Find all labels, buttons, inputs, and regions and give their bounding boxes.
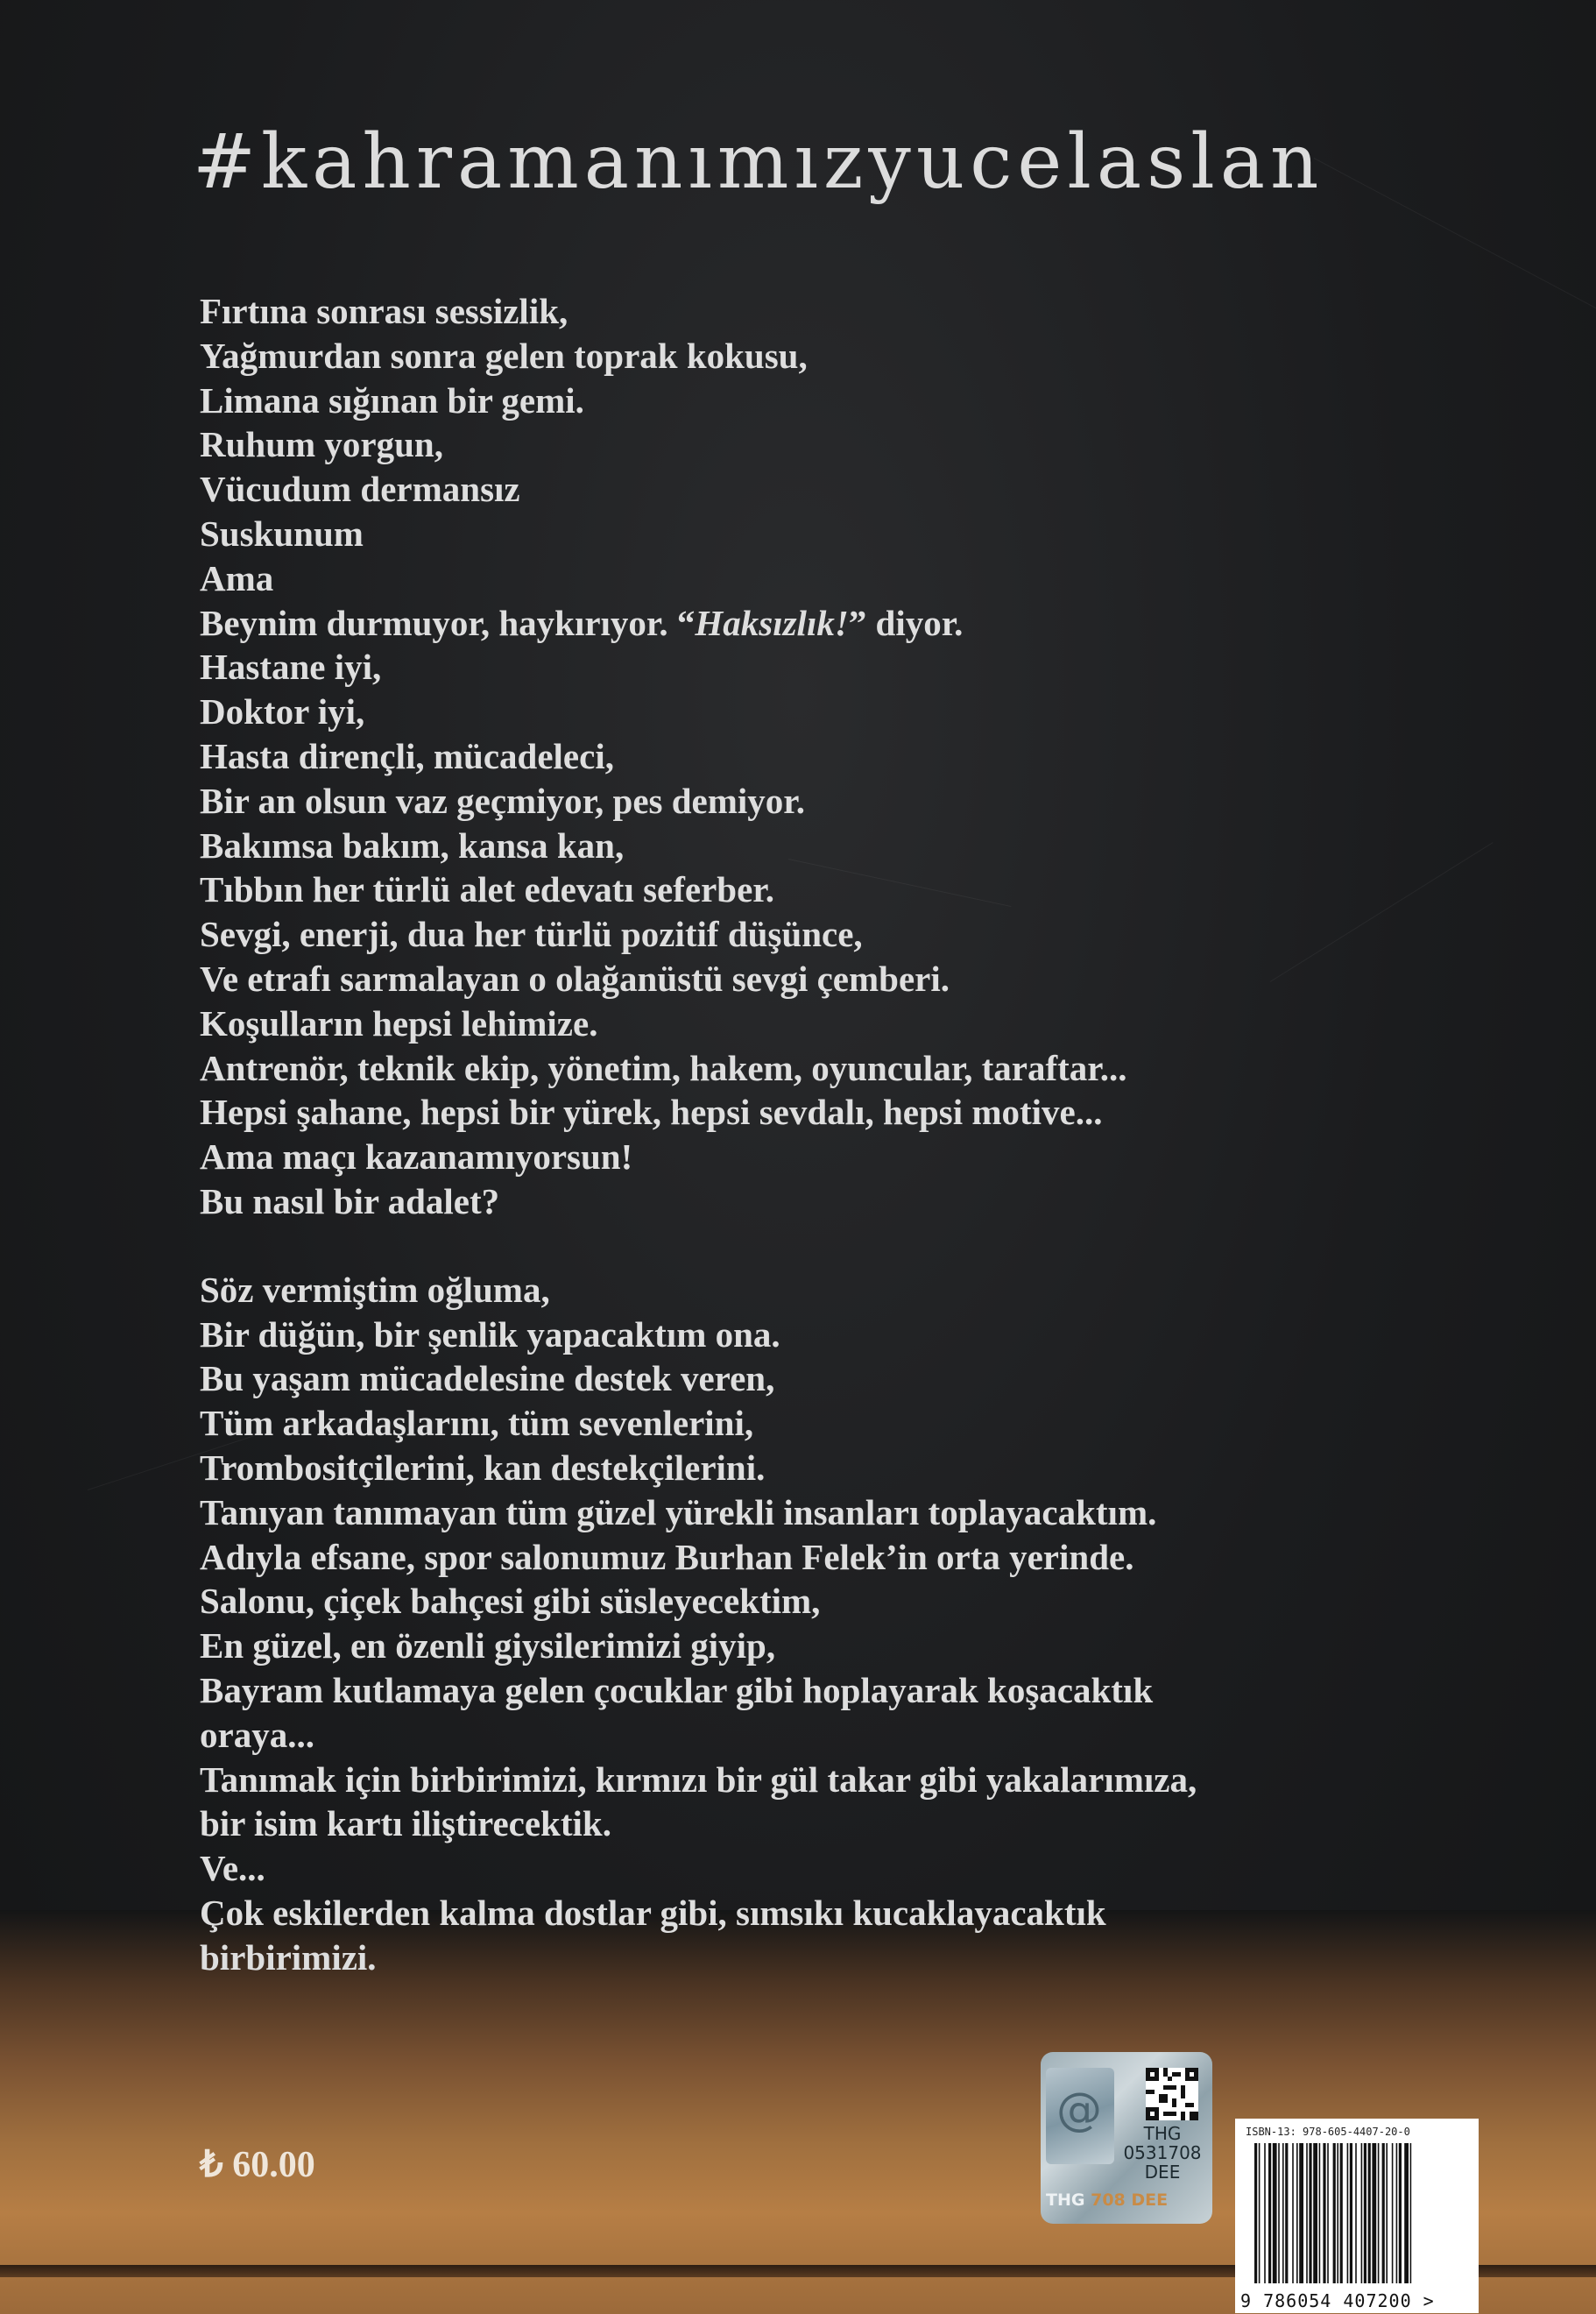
poem-line: birbirimizi. [200,1936,377,1978]
barcode-bar [1372,2143,1376,2283]
poem-line: Suskunum [200,513,364,554]
barcode-bar [1350,2143,1352,2283]
qr-code-icon [1146,2068,1198,2120]
poem-line: Bakımsa bakım, kansa kan, [200,824,625,866]
poem-line: Antrenör, teknik ekip, yönetim, hakem, oyuncular, taraftar... [200,1047,1127,1088]
barcode-bar [1337,2143,1338,2283]
italic-word: Haksızlık! [695,602,849,643]
barcode-bar [1259,2143,1261,2283]
barcode-bar [1306,2143,1308,2283]
barcode-bar [1299,2143,1303,2283]
barcode-bar [1364,2143,1366,2283]
poem-line: Yağmurdan sonra gelen toprak kokusu, [200,335,808,376]
price-label: ₺ 60.00 [200,2145,315,2185]
poem-line: Salonu, çiçek bahçesi gibi süsleyecektim, [200,1581,821,1622]
poem-line: Tanımak için birbirimizi, kırmızı bir gül takar gibi yakalarımıza, [200,1758,1197,1800]
poem-line: En güzel, en özenli giysilerimizi giyip, [200,1625,776,1667]
poem-line: Adıyla efsane, spor salonumuz Burhan Felek’in orta yerinde. [200,1536,1134,1577]
poem-line-part: Beynim durmuyor, haykırıyor. “ [200,602,696,643]
barcode-bar [1285,2143,1288,2283]
sticker-code-line: THG [1143,2123,1182,2144]
barcode-bar [1313,2143,1317,2283]
poem-line: Vücudum dermansız [200,469,520,510]
barcode-bar [1355,2143,1357,2283]
barcode-bar [1327,2143,1329,2283]
poem-line: Bu nasıl bir adalet? [200,1180,500,1221]
barcode-bar [1319,2143,1321,2283]
poem-line-part: ” diyor. [848,602,964,643]
barcode-bar [1309,2143,1311,2283]
barcode-bars [1242,2143,1472,2289]
barcode-bar [1392,2143,1394,2283]
poem-line: Tüm arkadaşlarını, tüm sevenlerini, [200,1403,754,1444]
sticker-bottom-prefix: THG [1046,2190,1085,2210]
barcode-bar [1410,2143,1412,2283]
barcode-bar [1382,2143,1385,2283]
poem-line: Hastane iyi, [200,647,382,688]
barcode-bar [1296,2143,1298,2283]
poem-line: Ama maçı kazanamıyorsun! [200,1136,633,1178]
hologram-sticker [1041,2052,1212,2224]
at-sign-icon: @ [1056,2084,1102,2136]
barcode-bar [1368,2143,1371,2283]
poem-line: oraya... [200,1714,314,1755]
barcode-bar [1278,2143,1280,2283]
poem-line-with-italic [200,601,1461,646]
poem-line: Bir düğün, bir şenlik yapacaktım ona. [200,1313,780,1355]
stanza-1 [200,289,1461,1224]
poem-line: Fırtına sonrası sessizlik, [200,291,568,331]
sticker-bottom-suffix: 708 DEE [1091,2190,1169,2210]
barcode-bar [1292,2143,1294,2283]
barcode-bar [1254,2143,1257,2283]
sticker-code-line: DEE [1144,2162,1181,2183]
poem-line: Doktor iyi, [200,691,365,732]
barcode-bar [1333,2143,1336,2283]
poem-line: Ruhum yorgun, [200,424,443,465]
barcode-bar [1399,2143,1402,2283]
sticker-code-line: 0531708 [1123,2142,1202,2163]
barcode-bar [1323,2143,1325,2283]
poem-line: Bu yaşam mücadelesine destek veren, [200,1358,775,1399]
barcode-bar [1282,2143,1284,2283]
barcode-bar [1273,2143,1277,2283]
poem-line: Koşulların hepsi lehimize. [200,1002,598,1044]
poem-line: Ama [200,557,274,598]
poem-line: Ve... [200,1848,265,1889]
barcode-bar [1396,2143,1398,2283]
barcode-bar [1386,2143,1388,2283]
hashtag-title: #kahramanımızyucelaslan [193,118,1324,206]
poem-line: Bayram kutlamaya gelen çocuklar gibi hoplayarak koşacaktık [200,1669,1154,1710]
barcode-bar [1268,2143,1271,2283]
barcode-bar [1378,2143,1380,2283]
poem-line: Tıbbın her türlü alet edevatı seferber. [200,869,774,910]
poem-line: Tanıyan tanımayan tüm güzel yürekli insanları toplayacaktım. [200,1491,1157,1532]
sticker-code [1116,2124,1209,2182]
barcode-bar [1264,2143,1266,2283]
barcode-bar [1347,2143,1349,2283]
barcode-bar [1404,2143,1409,2283]
poem [200,289,1461,2023]
barcode-digits: 9 786054 407200 > [1240,2290,1435,2311]
barcode-bar [1361,2143,1363,2283]
stanza-2 [200,1268,1461,1980]
poem-line: Söz vermiştim oğluma, [200,1269,550,1310]
isbn-label: ISBN-13: 978-605-4407-20-0 [1246,2126,1410,2138]
poem-line: Çok eskilerden kalma dostlar gibi, sımsıkı kucaklayacaktık [200,1892,1106,1933]
poem-line: Bir an olsun vaz geçmiyor, pes demiyor. [200,780,805,821]
poem-line: Ve etrafı sarmalayan o olağanüstü sevgi çemberi. [200,958,950,999]
poem-line: bir isim kartı iliştirecektik. [200,1803,611,1844]
poem-line: Limana sığınan bir gemi. [200,379,584,421]
barcode-bar [1340,2143,1343,2283]
poem-line: Sevgi, enerji, dua her türlü pozitif düşünce, [200,914,863,955]
isbn-barcode [1235,2119,1479,2313]
poem-line: Hepsi şahane, hepsi bir yürek, hepsi sevdalı, hepsi motive... [200,1092,1103,1133]
sticker-bottom-text [1046,2190,1168,2210]
poem-line: Hasta dirençli, mücadeleci, [200,735,614,776]
poem-line: Trombositçilerini, kan destekçilerini. [200,1447,766,1488]
